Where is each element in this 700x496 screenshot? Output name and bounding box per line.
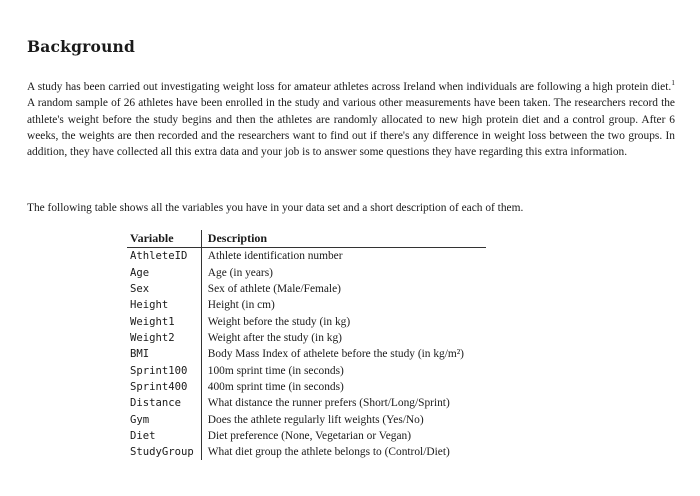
variable-name-cell: Height — [127, 297, 201, 313]
variable-name-cell: Weight2 — [127, 330, 201, 346]
variable-description-cell: 400m sprint time (in seconds) — [207, 380, 344, 393]
table-row — [127, 444, 486, 460]
table-row — [127, 297, 486, 313]
variable-name-cell: BMI — [127, 346, 201, 362]
section-heading: Background — [27, 37, 136, 56]
table-intro-text: The following table shows all the variables you have in your data set and a short description of each of them. — [27, 202, 524, 214]
description-column-header: Description — [207, 230, 268, 245]
table-row — [127, 264, 486, 280]
variable-description-cell: Height (in cm) — [207, 299, 275, 312]
table-row — [127, 362, 486, 378]
table-body — [127, 248, 486, 461]
variable-description-cell: What distance the runner prefers (Short/Long/Sprint) — [207, 397, 450, 410]
paragraph-text-part-2: A random sample of 26 athletes have been enrolled in the study and various other measurements have been taken. The researchers record the athlete's weight before the study begins and then the athletes are randomly allocated to new high protein diet and a control group. After 6 weeks, the weights are then recorded and the researchers want to find out if there's any difference in weight loss between the two groups. In addition, they have collected all this extra data and your job is to answer some questions they have regarding this extra information. — [27, 97, 675, 159]
variable-name-cell: Age — [127, 264, 201, 280]
paragraph-text-part-1: A study has been carried out investigating weight loss for amateur athletes across Ireland when individuals are following a high protein diet. — [27, 81, 672, 93]
variable-description-cell: Weight before the study (in kg) — [207, 315, 351, 328]
table-row — [127, 395, 486, 411]
variable-description-cell: Body Mass Index of athelete before the study (in kg/m²) — [207, 348, 464, 361]
variable-name-cell: Sprint400 — [127, 379, 201, 395]
variable-name-cell: StudyGroup — [127, 444, 201, 460]
variable-description-cell: Athlete identification number — [207, 250, 343, 263]
variables-table — [127, 230, 486, 460]
variable-description-cell: Does the athlete regularly lift weights (Yes/No) — [207, 413, 424, 426]
variable-column-header: Variable — [127, 230, 201, 248]
table-row — [127, 330, 486, 346]
variable-name-cell: Sex — [127, 281, 201, 297]
table-header-row — [127, 230, 486, 248]
table-row — [127, 346, 486, 362]
background-paragraph — [27, 79, 675, 161]
variable-description-cell: Diet preference (None, Vegetarian or Vegan) — [207, 429, 412, 442]
variable-name-cell: Weight1 — [127, 313, 201, 329]
table-row — [127, 248, 486, 265]
variable-name-cell: AthleteID — [127, 248, 201, 265]
variable-name-cell: Diet — [127, 428, 201, 444]
variable-name-cell: Gym — [127, 411, 201, 427]
table-row — [127, 411, 486, 427]
variable-description-cell: Weight after the study (in kg) — [207, 331, 342, 344]
table-row — [127, 428, 486, 444]
variable-description-cell: What diet group the athlete belongs to (Control/Diet) — [207, 446, 450, 459]
variable-description-cell: Sex of athlete (Male/Female) — [207, 282, 341, 295]
table-row — [127, 281, 486, 297]
variable-name-cell: Distance — [127, 395, 201, 411]
table-row — [127, 313, 486, 329]
variable-description-cell: Age (in years) — [207, 266, 273, 279]
footnote-marker: 1 — [671, 78, 675, 87]
variable-description-cell: 100m sprint time (in seconds) — [207, 364, 344, 377]
table-row — [127, 379, 486, 395]
variable-name-cell: Sprint100 — [127, 362, 201, 378]
